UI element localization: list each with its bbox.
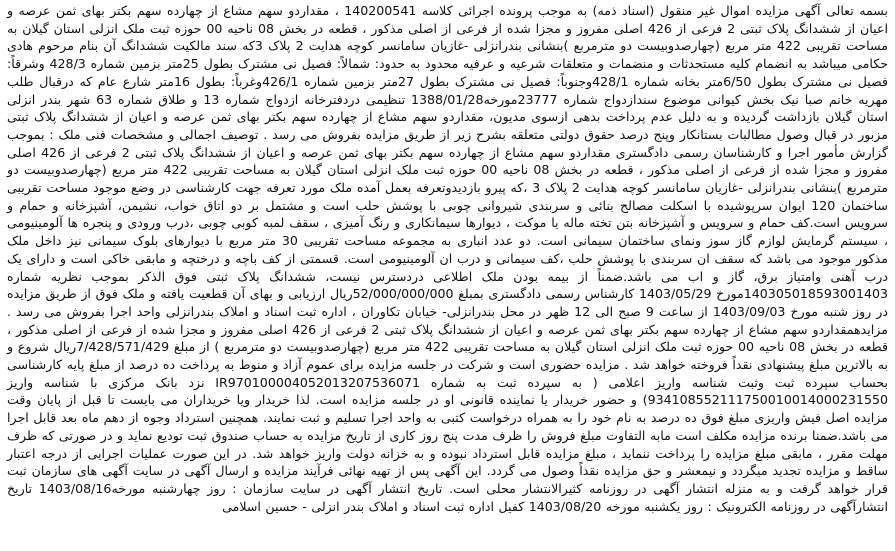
- auction-notice-text: بسمه تعالی آگهی مزایده اموال غیر منقول (اسناد ذمه) به موجب پرونده اجرائی کلاسه 140200541 ، مقداردو سهم مشاع از چهارده سهم بکتر بهای ثمن عرصه و اعیان از ششدانگ پلاک ثبتی 2 فرعی از 426 اصلی مفروز و مجزا شده از فرعی از اصلی مذکور ، قطعه در بخش 08 ناحیه 00 حوزه ثبت ملک انزلی استان گیلان به مساحت تقریبی 422 متر مربع (چهارصدوبیست دو مترمربع )بنشانی بندرانزلی -غازیان سامانسر کوچه هدایت 2 پلاک 3که سند مالکیت ششدانگ آن بنام مرحوم هادی حکامی میباشد به انضمام کلیه مستحدثات و منضمات و متعلقات شرعیه و عرفیه محدود به حدود: شمالاً: فصیل نی مشترک بطول 25متر بزمین شماره 428/3 وشرقاً: فصیل نی مشترک بطول 6/50متر بخانه شماره 428/1وجنوباً: فصیل نی مشترک بطول 27متر بزمین شماره 426/1وغرباً: بطول 16متر شارع عام که درقبال طلب مهریه خانم صبا نیک بخش کیوانی موضوع سندازدواج شماره 23777مورخه1388/01/28 تنظیمی دردفترخانه ازدواج شماره 13 و طلاق شماره 63 شهر بندر انزلی استان گیلان بازداشت گردیده و به دلیل عدم پرداخت بدهی ازسوی مدیون، مقداردو سهم مشاع از چهارده سهم بکتر بهای ثمن عرصه و اعیان از ششدانگ پلاک ثبتی مزبور در قبال وصول مطالبات بستانکار وپنج درصد حقوق دولتی متعلقه بشرح زیر از طریق مزایده بفروش می رسد . توصیف اجمالی و مشخصات فنی ملک : بموجب گزارش مأمور اجرا و کارشناسان رسمی دادگستری مقداردو سهم مشاع از چهارده سهم بکتر بهای ثمن عرصه و اعیان از ششدانگ پلاک ثبتی 2 فرعی از 426 اصلی مفروز و مجزا شده از فرعی از اصلی مذکور ، قطعه در بخش 08 ناحیه 00 حوزه ثبت ملک انزلی استان گیلان به مساحت تقریبی 422 متر مربع (چهارصدوبیست دو مترمربع )بنشانی بندرانزلی -غازیان سامانسر کوچه هدایت 2 پلاک 3 ،که پیرو بازدیدوتعرفه بعمل آمده ملک مورد تعرفه جهت کارشناسی در وضع موجود مساحت تقریبی ساختمان 120 ایوان سرپوشیده با اسکلت مصالح بنائی و سربندی شیروانی چوبی با پوشش حلب است و مشتمل بر دو اتاق خواب، نشیمن، آشپزخانه و حمام و سرویس است.کف حمام و سرویس و آشپزخانه بتن تخته ماله یا موکت ، دیوارها سیمانکاری و رنگ آمیزی ، سقف لمبه کوبی چوبی ،درب ورودی و پنجره ها آلومینیومی ، سیستم گرمایش لوازم گاز سوز ونمای ساختمان سیمانی است. دو عدد انباری به مجموعه مساحت تقریبی 30 متر مربع با دیوارهای بلوک سیمانی نیز داخل ملک مذکور موجود می باشد که سقف ان سربندی با پوشش حلب ،کف سیمانی و درب ان آلومینیومی است. قسمتی از کف باچه و درختچه و مابقی خاکی است و دارای یک درب آهنی وامتیاز برق، گاز و اب می باشد.ضمناً از بیمه بودن ملک اطلاعی دردسترس نیست، ششدانگ پلاک ثبتی فوق الذکر بموجب نظریه شماره 140305018593001403مورخ 1403/05/29 کارشناس رسمی دادگستری بمبلغ 52/000/000/000ریال ارزیابی و بهای آن قطعیت یافته و ملک فوق از طریق مزایده در روز شنبه مورخ 1403/09/03 از ساعت 9 صبح الی 12 ظهر در محل بندرانزلی- خیابان تکاوران ، اداره ثبت اسناد و املاک بندرانزلی واحد اجرا بفروش می رسد . مزایدهمقداردو سهم مشاع از چهارده سهم بکتر بهای ثمن عرصه و اعیان از ششدانگ پلاک ثبتی 2 فرعی از 426 اصلی مفروز و مجزا شده از فرعی از اصلی مذکور ، قطعه در بخش 08 ناحیه 00 حوزه ثبت ملک انزلی استان گیلان به مساحت تقریبی 422 متر مربع (چهارصدوبیست دو مترمربع ) از مبلغ 7/428/571/429ریال شروع و به بالاترین مبلغ پیشنهادی نقداً فروخته خواهد شد . مزایده حضوری است و شرکت در جلسه مزایده برای عموم آزاد و منوط به پرداخت ده درصد از مبلغ پایه کارشناسی بحساب سپرده ثبت وثبت شناسه واریز اعلامی ( به سپرده ثبت به شماره IR970100004052013207536071 نزد بانک مرکزی با شناسه واریز 934108552111750010014000231550) و حضور خریدار یا نماینده قانونی او در جلسه مزایده است. لذا خریدار ویا خریداران می بایست تا قبل از پایان وقت مزایده اصل فیش واریزی مبلغ فوق ده درصد به نام خود را به همراه درخواست کتبی به واحد اجرا تسلیم و ثبت نمایند. همچنین استرداد وجوه از دهم ماه بعد قابل اجرا می باشد.ضمنا برنده مزایده مکلف است مابه التفاوت مبلغ فروش را ظرف مدت پنج روز کاری از تاریخ مزایده به حساب صندوق ثبت تودیع نماید و در صورتی که ظرف مهلت مقرر ، مابقی مبلغ مزایده را پرداخت ننماید ، مبلغ مزایده قابل استرداد نبوده و به خزانه دولت واریز خواهد شد. در این صورت عملیات اجرایی از درجه اعتبار ساقط و مزایده تجدید میگردد و نیمعشر و حق مزایده نقداً وصول می گردد. این آگهی پس از تهیه نهائی فرآیند مزایده و ارسال آگهی در سایت آگهی های سازمان ثبت قرار خواهد گرفت و به منزله انتشار آگهی در روزنامه کثیرالانتشار محلی است. تاریخ انتشار آگهی در سایت سازمان : روز چهارشنبه مورخه1403/08/16 تاریخ انتشارآگهی در روزنامه الکترونیک : روز یکشنبه مورخه 1403/08/20 کفیل اداره ثبت اسناد و املاک بندر انزلی - حسین اسلامی: [7, 3, 889, 514]
